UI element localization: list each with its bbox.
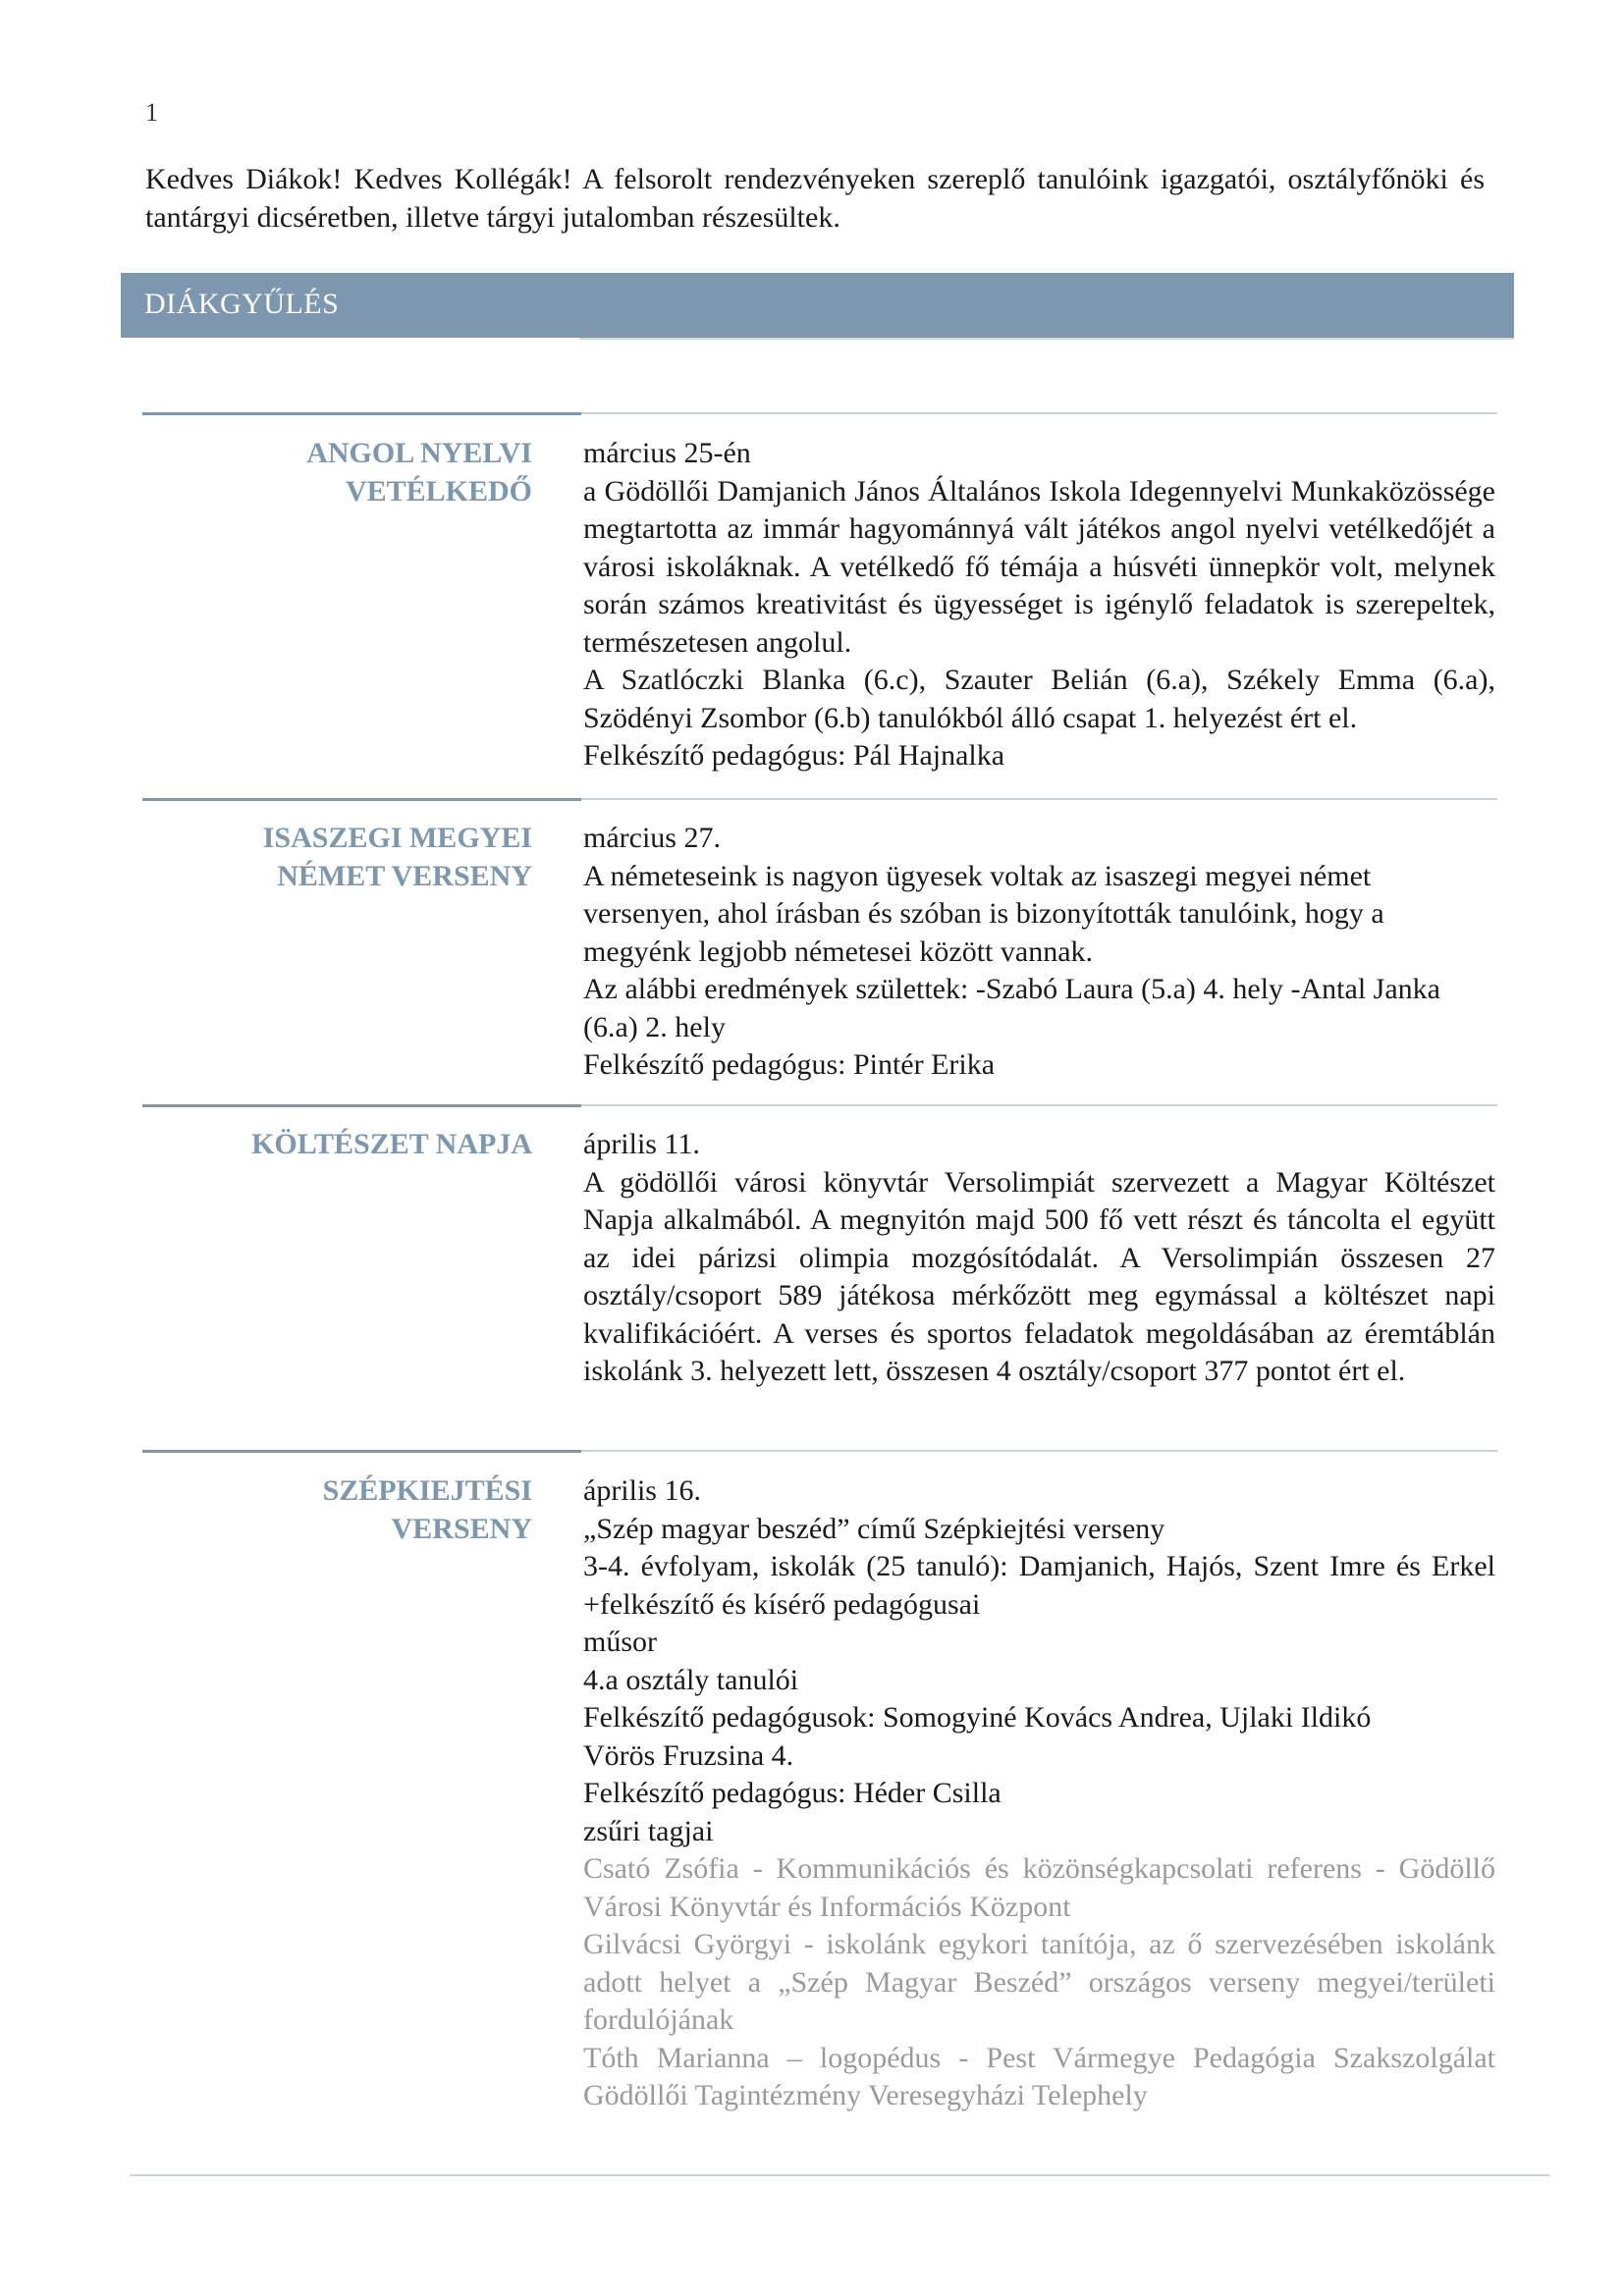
intro-paragraph: Kedves Diákok! Kedves Kollégák! A felsorolt rendezvényeken szereplő tanulóink igazgatói, osztályfőnöki és tantárgyi dicséretben, illetve tárgyi jutalomban részesültek. (145, 163, 1485, 234)
event-teacher: Felkészítő pedagógus: Pál Hajnalka (583, 739, 1005, 772)
event-label (142, 820, 532, 895)
event-label (142, 435, 532, 510)
event-divider-accent (142, 1450, 581, 1453)
event-body (583, 820, 1495, 1085)
event-description: A gödöllői városi könyvtár Versolimpiát szervezett a Magyar Költészet Napja alkalmából. A megnyitón majd 500 fő vett részt és táncolta el együtt az idei párizsi olimpia mozgósítódalát. A Versolimpián összesen 27 osztály/csoport 589 játékosa mérkőzött meg egymással a költészet napi kvalifikációért. A verses és sportos feladatok megoldásában az éremtáblán iskolánk 3. helyezett lett, összesen 4 osztály/csoport 377 pontot ért el. (583, 1165, 1495, 1387)
event-description: a Gödöllői Damjanich János Általános Iskola Idegennyelvi Munkaközössége megtartotta az immár hagyománnyá vált játékos angol nyelvi vetélkedőjét a városi iskoláknak. A vetélkedő fő témája a húsvéti ünnepkör volt, melynek során számos kreativitást és ügyességet is igénylő feladatok is szerepeltek, természetesen angolul. (583, 474, 1495, 659)
event-divider (581, 798, 1497, 800)
event-teacher: Felkészítő pedagógus: Pintér Erika (583, 1048, 996, 1081)
event-label-line: VERSENY (391, 1512, 532, 1545)
jury-label: zsűri tagjai (583, 1814, 714, 1847)
jury-member: Tóth Marianna – logopédus - Pest Vármegye Pedagógia Szakszolgálat Gödöllői Tagintézmény Veresegyházi Telephely (583, 2041, 1495, 2111)
event-label-line: VETÉLKEDŐ (345, 474, 532, 507)
section-underline (579, 338, 1514, 340)
soloist: Vörös Fruzsina 4. (583, 1738, 794, 1772)
page-number: 1 (145, 98, 158, 127)
event-result: Az alábbi eredmények születtek: -Szabó Laura (5.a) 4. hely -Antal Janka (6.a) 2. hely (583, 973, 1440, 1043)
program-teachers: Felkészítő pedagógusok: Somogyiné Kovács Andrea, Ujlaki Ildikó (583, 1701, 1372, 1734)
event-date: április 16. (583, 1474, 701, 1507)
event-label (142, 1126, 532, 1164)
event-label (142, 1472, 532, 1548)
event-divider-accent (142, 1104, 581, 1107)
event-title: „Szép magyar beszéd” című Szépkiejtési verseny (583, 1512, 1165, 1545)
event-divider (581, 412, 1497, 414)
event-participants: 3-4. évfolyam, iskolák (25 tanuló): Damjanich, Hajós, Szent Imre és Erkel +felkészítő és kísérő pedagógusai (583, 1550, 1495, 1621)
event-date: március 25-én (583, 437, 751, 469)
program-label: műsor (583, 1626, 657, 1658)
jury-member: Gilvácsi Györgyi - iskolánk egykori tanítója, az ő szervezésében iskolánk adott helyet a „Szép Magyar Beszéd” országos verseny megyei/területi fordulójának (583, 1928, 1495, 2036)
soloist-teacher: Felkészítő pedagógus: Héder Csilla (583, 1777, 1001, 1809)
section-header-band (121, 273, 1514, 338)
section-title: DIÁKGYŰLÉS (144, 288, 340, 320)
event-divider-accent (142, 412, 581, 415)
event-divider (581, 1450, 1497, 1452)
event-divider (581, 1104, 1497, 1106)
event-date: április 11. (583, 1128, 700, 1160)
event-body (583, 435, 1495, 775)
footer-divider (130, 2174, 1549, 2176)
event-divider-accent (142, 798, 581, 801)
event-body (583, 1472, 1495, 2115)
event-description: A németeseink is nagyon ügyesek voltak az isaszegi megyei német versenyen, ahol írásban és szóban is bizonyították tanulóink, hogy a megyénk legjobb németesei között vannak. (583, 859, 1384, 968)
event-label-line: SZÉPKIEJTÉSI (322, 1474, 532, 1507)
event-label-line: ANGOL NYELVI (306, 437, 532, 469)
jury-member: Csató Zsófia - Kommunikációs és közönségkapcsolati referens - Gödöllő Városi Könyvtár és Információs Központ (583, 1852, 1495, 1923)
event-body (583, 1126, 1495, 1391)
event-label-line: ISASZEGI MEGYEI (262, 822, 532, 854)
event-date: március 27. (583, 822, 721, 854)
event-result: A Szatlóczki Blanka (6.c), Szauter Belián (6.a), Székely Emma (6.a), Szödényi Zsombor (6.b) tanulókból álló csapat 1. helyezést ért el. (583, 664, 1495, 734)
program-class: 4.a osztály tanulói (583, 1663, 799, 1696)
event-label-line: KÖLTÉSZET NAPJA (251, 1128, 532, 1160)
event-label-line: NÉMET VERSENY (277, 859, 532, 892)
